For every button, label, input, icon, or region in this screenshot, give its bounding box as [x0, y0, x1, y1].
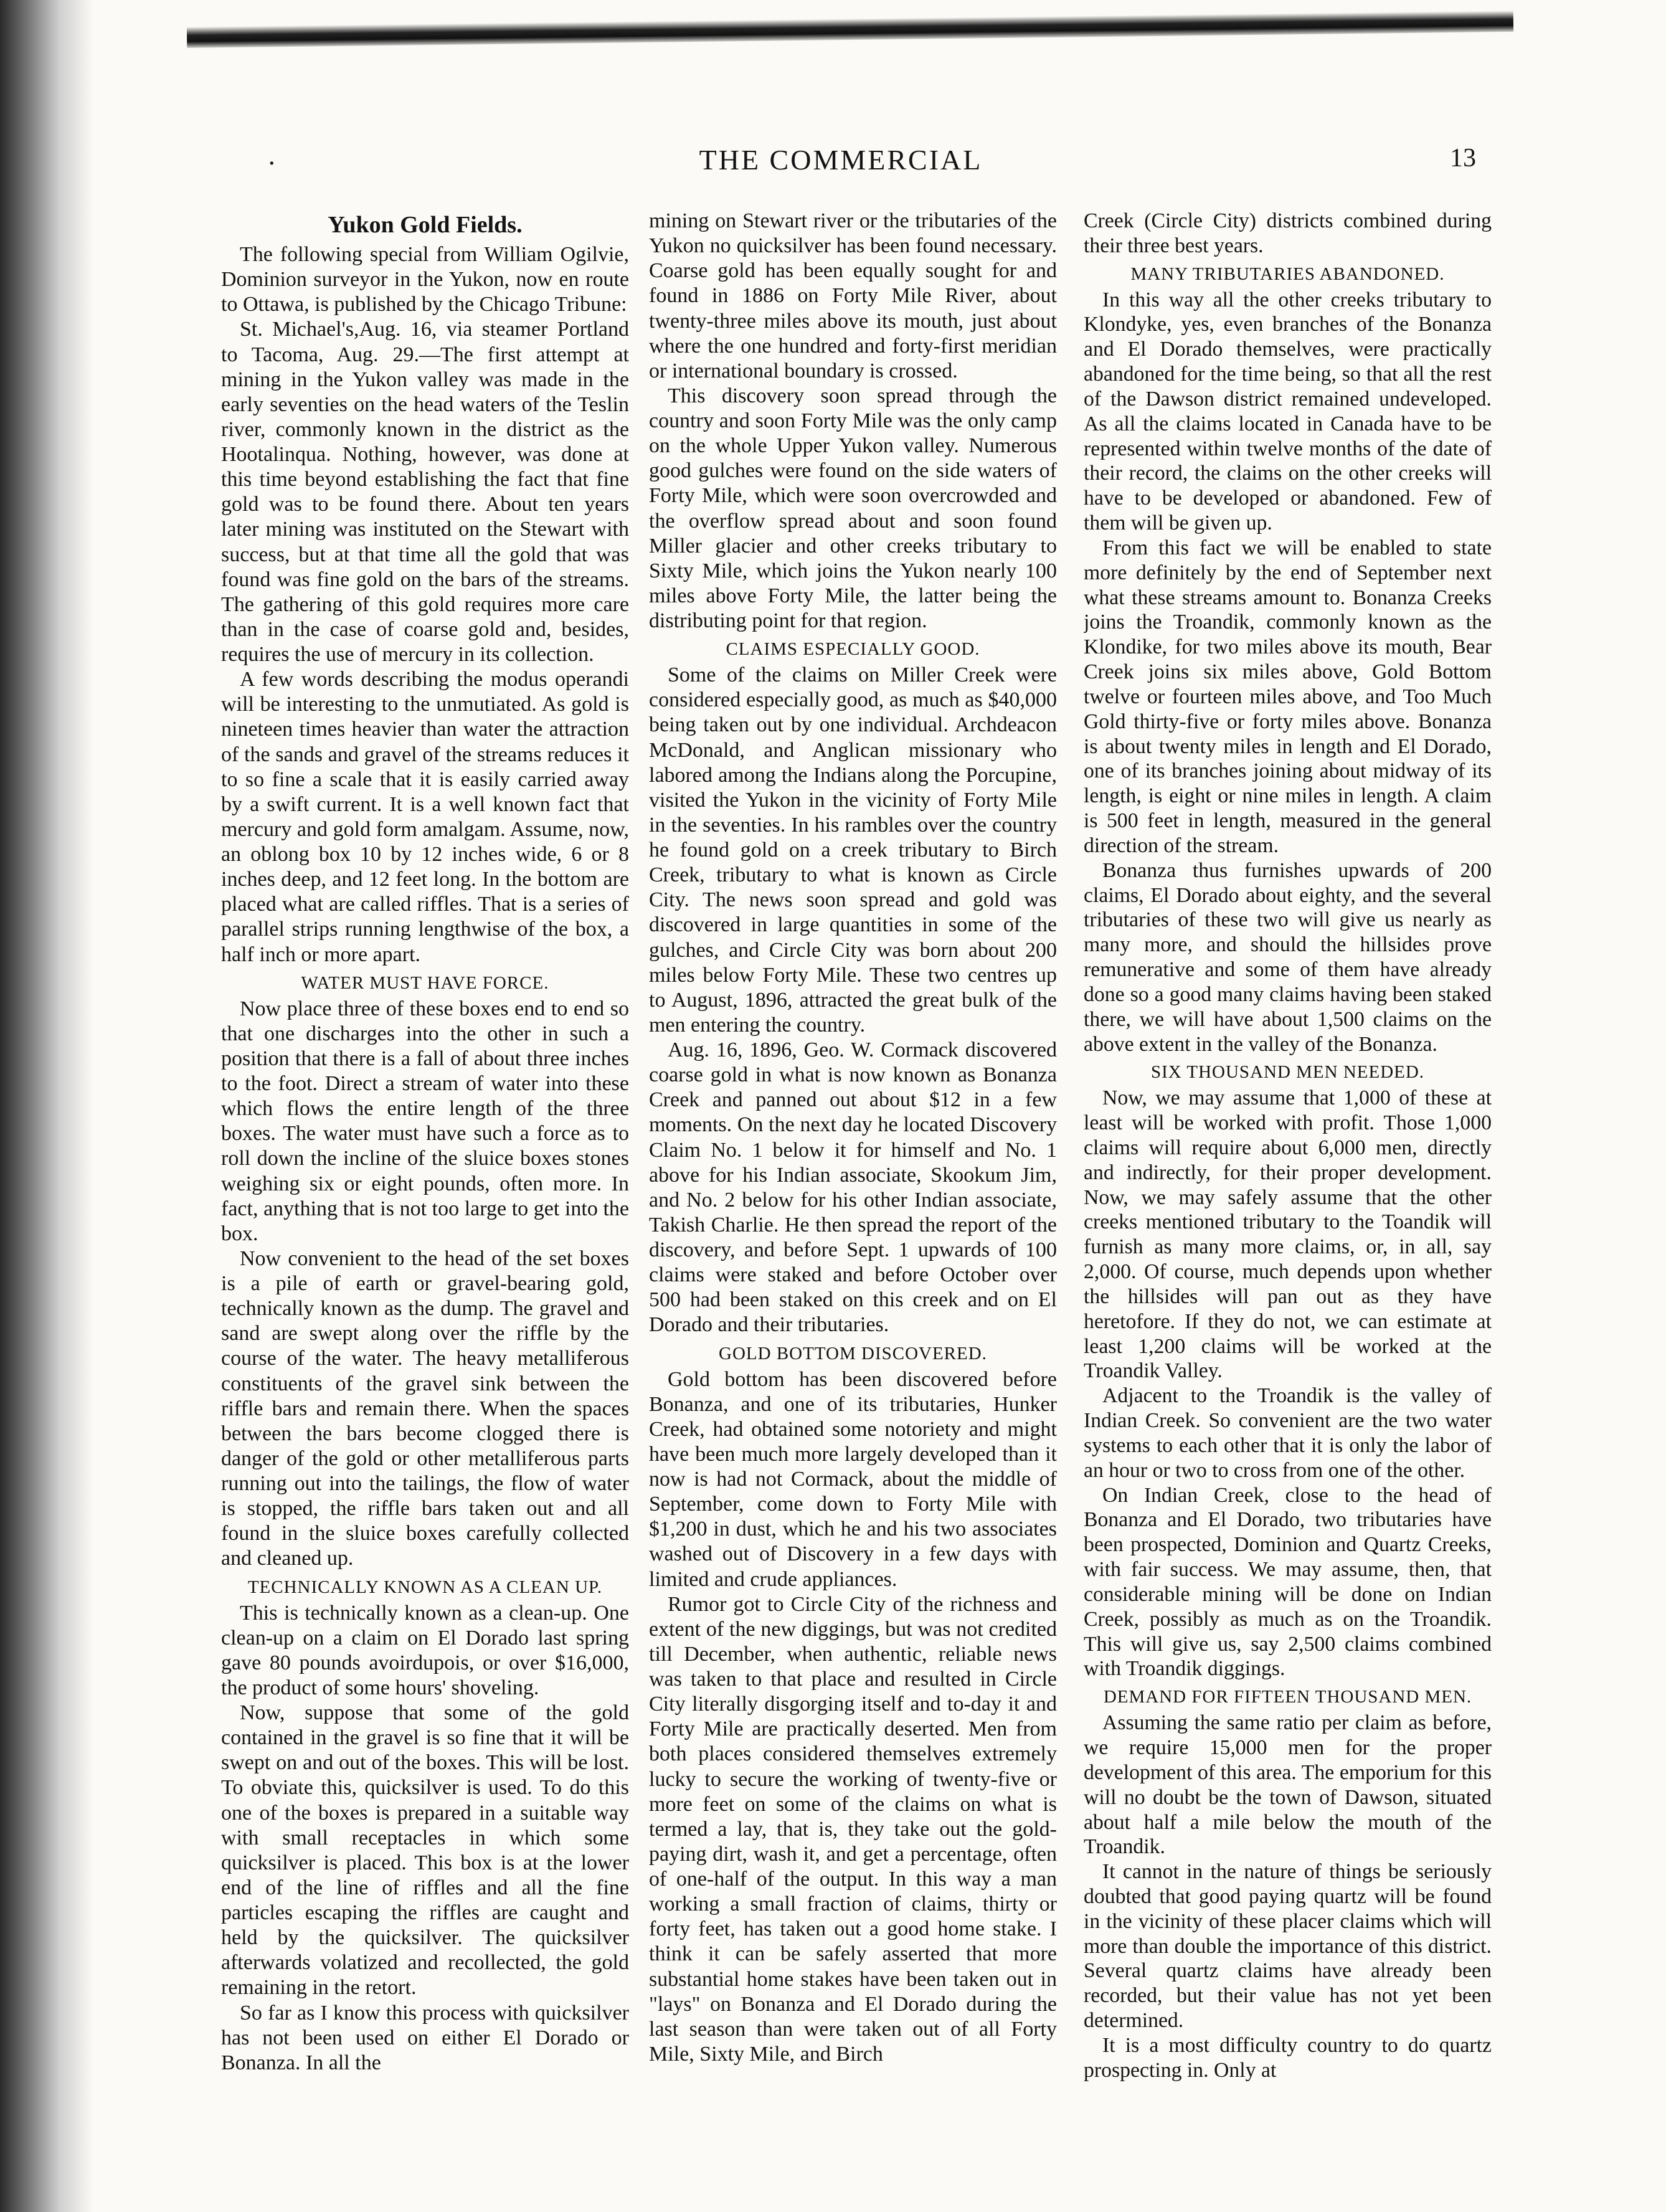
scan-edge-shadow — [0, 0, 93, 2212]
publication-title: THE COMMERCIAL — [699, 144, 983, 176]
paragraph: Some of the claims on Miller Creek were considered especially good, as much as $40,000 being taken out by one individual. Archdeacon McDonald, and Anglican missionary who labored among the Indians along the Porcupine, visited the Yukon in the vicinity of Forty Mile in the seventies. In his rambles over the country he found gold on a creek tributary to Birch Creek, tributary to what is known as Circle City. The news soon spread and gold was discovered in large quantities in some of the gulches, and Circle City was born about 200 miles below Forty Mile. These two centres up to August, 1896, attracted the great bulk of the men entering the country. — [649, 663, 1057, 1037]
paragraph: So far as I know this process with quicksilver has not been used on either El Dorado or Bonanza. In all the — [221, 2001, 629, 2074]
section-heading: GOLD BOTTOM DISCOVERED. — [719, 1343, 987, 1364]
section-heading: DEMAND FOR FIFTEEN THOUSAND MEN. — [1103, 1687, 1472, 1707]
page-header — [206, 143, 1476, 193]
paragraph: A few words describing the modus operandi will be interesting to the unmutiated. As gold is nineteen times heavier than water the attraction of the sands and gravel of the streams reduces it to so fine a scale that it is easily carried away by a swift current. It is a well known fact that mercury and gold form amalgam. Assume, now, an oblong box 10 by 12 inches wide, 6 or 8 inches deep, and 12 feet long. In the bottom are placed what are called riffles. That is a series of parallel strips running lengthwise of the box, a half inch or more apart. — [221, 668, 629, 966]
paragraph: Assuming the same ratio per claim as before, we require 15,000 men for the proper development of this area. The emporium for this will no doubt be the town of Dawson, situated about half a mile below the mouth of the Troandik. — [1084, 1711, 1492, 1859]
paragraph: Now place three of these boxes end to end so that one discharges into the other in such a position that there is a fall of about three inches to the foot. Direct a stream of water into these which flows the entire length of the three boxes. The water must have such a force as to roll down the incline of the sluice boxes stones weighing six or eight pounds, often more. In fact, anything that is not too large to get into the box. — [221, 997, 629, 1245]
section-heading: TECHNICALLY KNOWN AS A CLEAN UP. — [247, 1577, 603, 1597]
paragraph: Creek (Circle City) districts combined during their three best years. — [1084, 209, 1492, 257]
column-3 — [1084, 209, 1492, 2109]
page-number: 13 — [1450, 144, 1476, 173]
article-title: Yukon Gold Fields. — [328, 212, 523, 238]
section-heading: SIX THOUSAND MEN NEEDED. — [1150, 1062, 1425, 1083]
column-2 — [649, 209, 1057, 2109]
header-dot: · — [268, 150, 276, 178]
paragraph: Now convenient to the head of the set boxes is a pile of earth or gravel-bearing gold, technically known as the dump. The gravel and sand are swept along over the riffle by the course of the water. The heavy metalliferous constituents of the gravel sink between the riffle bars and remain there. When the spaces between the bars become clogged there is danger of the gold or other metalliferous parts running out into the tailings, the flow of water is stopped, the riffle bars taken out and all found in the sluice boxes carefully collected and cleaned up. — [221, 1246, 629, 1570]
paragraph: In this way all the other creeks tributary to Klondyke, yes, even branches of the Bonanza and El Dorado themselves, were practically abandoned for the time being, so that all the rest of the Dawson district remained undeveloped. As all the claims located in Canada have to be represented within twelve months of the date of their record, the claims on the other creeks will have to be developed or abandoned. Few of them will be given up. — [1084, 288, 1492, 535]
top-rule — [187, 11, 1513, 48]
paragraph: St. Michael's,Aug. 16, via steamer Portland to Tacoma, Aug. 29.—The first attempt at mining in the Yukon valley was made in the early seventies on the head waters of the Teslin river, commonly known in the district as the Hootalinqua. Nothing, however, was done at this time beyond establishing the fact that fine gold was to be found there. About ten years later mining was instituted on the Stewart with success, but at that time all the gold that was found was fine gold on the bars of the streams. The gathering of this gold requires more care than in the case of coarse gold and, besides, requires the use of mercury in its collection. — [221, 318, 629, 666]
paragraph: This discovery soon spread through the country and soon Forty Mile was the only camp on the whole Upper Yukon valley. Numerous good gulches were found on the side waters of Forty Mile, which were soon overcrowded and the overflow spread about and soon found Miller glacier and other creeks tributary to Sixty Mile, which joins the Yukon nearly 100 miles above Forty Mile, the latter being the distributing point for that region. — [649, 384, 1057, 632]
paragraph: Now, suppose that some of the gold contained in the gravel is so fine that it will be swept on and out of the boxes. This will be lost. To obviate this, quicksilver is used. To do this one of the boxes is prepared in a suitable way with small receptacles in which some quicksilver is placed. This box is at the lower end of the line of riffles and all the fine particles escaping the riffles are caught and held by the quicksilver. The quicksilver afterwards volatized and recollected, the gold remaining in the retort. — [221, 1701, 629, 2000]
column-1 — [221, 209, 629, 2109]
paragraph: The following special from William Ogilvie, Dominion surveyor in the Yukon, now en route to Ottawa, is published by the Chicago Tribune: — [221, 243, 629, 316]
paragraph: This is technically known as a clean-up. One clean-up on a claim on El Dorado last spring gave 80 pounds avoirdupois, or over $16,000, the product of some hours' shoveling. — [221, 1601, 629, 1699]
paragraph: Aug. 16, 1896, Geo. W. Cormack discovered coarse gold in what is now known as Bonanza Creek and panned out about $12 in a few moments. On the next day he located Discovery Claim No. 1 below it for himself and No. 1 above for his Indian associate, Skookum Jim, and No. 2 below for his other Indian associate, Takish Charlie. He then spread the report of the discovery, and before Sept. 1 upwards of 100 claims were staked and before October over 500 had been staked on this creek and on El Dorado and their tributaries. — [649, 1038, 1057, 1337]
paragraph: It cannot in the nature of things be seriously doubted that good paying quartz will be found in the vicinity of these placer claims which will more than double the importance of this district. Several quartz claims have already been recorded, but their value has not yet been determined. — [1084, 1860, 1492, 2033]
paragraph: From this fact we will be enabled to state more definitely by the end of September next what these streams amount to. Bonanza Creeks joins the Troandik, commonly known as the Klondike, for two miles above its mouth, Bear Creek joins six miles above, Gold Bottom twelve or fourteen miles above, and Too Much Gold thirty-five or forty miles above. Bonanza is about twenty miles in length and El Dorado, one of its branches joining about midway of its length, is eight or nine miles in length. A claim is 500 feet in length, measured in the general direction of the stream. — [1084, 536, 1492, 857]
section-heading: CLAIMS ESPECIALLY GOOD. — [726, 639, 980, 660]
paragraph: Adjacent to the Troandik is the valley of Indian Creek. So convenient are the two water systems to each other that it is only the labor of an hour or two to cross from one of the other. — [1084, 1384, 1492, 1482]
paragraph: Rumor got to Circle City of the richness and extent of the new diggings, but was not credited till December, when authentic, reliable news was taken to that place and resulted in Circle City literally disgorging itself and to-day it and Forty Mile are practically deserted. Men from both places considered themselves extremely lucky to secure the working of twenty-five or more feet on some of the claims on what is termed a lay, that is, they take out the gold-paying dirt, wash it, and get a percentage, often of one-half of the output. In this way a man working a small fraction of claims, thirty or forty feet, has taken out a good home stake. I think it can be safely asserted that more substantial home stakes have been taken out in "lays" on Bonanza and El Dorado during the last season than were taken out of all Forty Mile, Sixty Mile, and Birch — [649, 1592, 1057, 2066]
paragraph: Gold bottom has been discovered before Bonanza, and one of its tributaries, Hunker Creek, had obtained some notoriety and might have been much more largely developed than it now is had not Cormack, about the middle of September, come down to Forty Mile with $1,200 in dust, which he and his two associates washed out of Discovery in a few days with limited and crude appliances. — [649, 1367, 1057, 1591]
paragraph: It is a most difficulty country to do quartz prospecting in. Only at — [1084, 2033, 1492, 2082]
section-heading: MANY TRIBUTARIES ABANDONED. — [1130, 263, 1445, 284]
paragraph: Bonanza thus furnishes upwards of 200 claims, El Dorado about eighty, and the several tributaries of these two will give us nearly as many more, and should the hillsides prove remunerative and some of them have already done so a good many claims having been staked there, we will have about 1,500 claims on the above extent in the valley of the Bonanza. — [1084, 858, 1492, 1056]
section-heading: WATER MUST HAVE FORCE. — [301, 972, 549, 993]
paragraph: mining on Stewart river or the tributaries of the Yukon no quicksilver has been found necessary. Coarse gold has been equally sought for and found in 1886 on Forty Mile River, about twenty-three miles above its mouth, just about where the one hundred and forty-first meridian or international boundary is crossed. — [649, 209, 1057, 382]
paragraph: On Indian Creek, close to the head of Bonanza and El Dorado, two tributaries have been prospected, Dominion and Quartz Creeks, with fair success. We may assume, then, that considerable mining will be done on Indian Creek, possibly as much as on the Troandik. This will give us, say 2,500 claims combined with Troandik diggings. — [1084, 1483, 1492, 1681]
paragraph: Now, we may assume that 1,000 of these at least will be worked with profit. Those 1,000 claims will require about 6,000 men, directly and indirectly, for their proper development. Now, we may safely assume that the other creeks mentioned tributary to the Toandik will furnish as many more claims, or, in all, say 2,000. Of course, much depends upon whether the hillsides will pan out as they have heretofore. If they do not, we can estimate at least 1,200 claims will be worked at the Troandik Valley. — [1084, 1086, 1492, 1383]
